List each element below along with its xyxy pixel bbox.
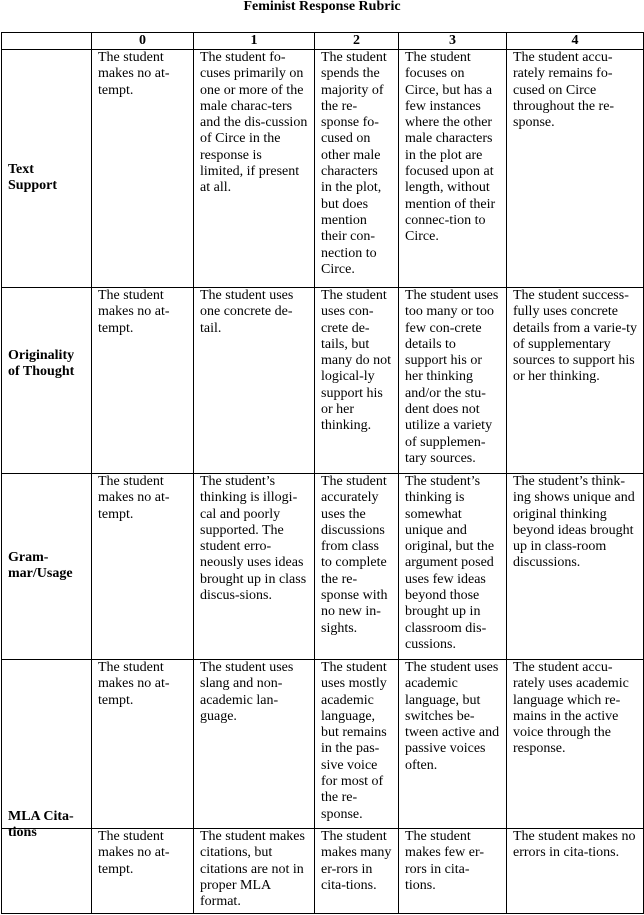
rubric-table <box>1 32 644 914</box>
score-cell: The student spends the majority of the re-sponse fo-cused on other male characters in the plot, but does mention their con-nection to Circe. <box>315 50 399 288</box>
score-cell: The student uses slang and non-academic lan-guage. <box>194 660 315 829</box>
score-cell: The student uses mostly academic language, but remains in the pas-sive voice for most of the re-sponse. <box>315 660 399 829</box>
score-cell: The student makes no at-tempt. <box>92 50 194 288</box>
score-cell: The student uses academic language, but switches be-tween active and passive voices often. <box>399 660 507 829</box>
score-cell: The student makes citations, but citations are not in proper MLA format. <box>194 829 315 914</box>
table-row <box>2 660 644 829</box>
score-cell: The student’s thinking is somewhat unique and original, but the argument posed uses few ideas beyond those brought up in classroom dis-cussions. <box>399 474 507 660</box>
header-score-4: 4 <box>507 33 644 50</box>
score-cell: The student fo-cuses primarily on one or more of the male charac-ters and the dis-cussion of Circe in the response is limited, if present at all. <box>194 50 315 288</box>
table-row <box>2 474 644 660</box>
score-cell: The student uses con-crete de-tails, but many do not logical-ly support his or her thinking. <box>315 288 399 474</box>
criterion-label: Text Support <box>8 162 58 194</box>
criterion-cell <box>2 809 92 914</box>
score-cell: The student accu-rately remains fo-cused on Circe throughout the re-sponse. <box>507 50 644 288</box>
header-criterion <box>2 33 92 50</box>
criterion-label: Gram-mar/Usage <box>8 550 73 582</box>
score-cell: The student makes no at-tempt. <box>92 829 194 914</box>
score-cell: The student’s thinking is illogi-cal and poorly supported. The student erro-neously uses ideas brought up in class discus-sions. <box>194 474 315 660</box>
header-score-0: 0 <box>92 33 194 50</box>
criterion-label: Originality of Thought <box>8 348 75 380</box>
score-cell: The student’s think-ing shows unique and original thinking beyond ideas brought up in class-room discussions. <box>507 474 644 660</box>
table-row <box>2 288 644 474</box>
score-cell: The student focuses on Circe, but has a few instances where the other male characters in the plot are focused upon at length, without mention of their connec-tion to Circe. <box>399 50 507 288</box>
score-cell: The student uses too many or too few con-crete details to support his or her thinking and/or the stu-dent does not utilize a variety of supplemen-tary sources. <box>399 288 507 474</box>
header-row <box>2 33 644 50</box>
criterion-label: MLA Cita-tions <box>8 809 74 841</box>
score-cell: The student makes no at-tempt. <box>92 288 194 474</box>
score-cell: The student makes no errors in cita-tions. <box>507 829 644 914</box>
header-score-1: 1 <box>194 33 315 50</box>
header-score-3: 3 <box>399 33 507 50</box>
criterion-cell <box>2 550 92 829</box>
score-cell: The student uses one concrete de-tail. <box>194 288 315 474</box>
score-cell: The student makes no at-tempt. <box>92 474 194 660</box>
score-cell: The student makes few er-rors in cita-tions. <box>399 829 507 914</box>
score-cell: The student success-fully uses concrete details from a varie-ty of supplementary sources to support his or her thinking. <box>507 288 644 474</box>
score-cell: The student accurately uses the discussions from class to complete the re-sponse with no new in-sights. <box>315 474 399 660</box>
score-cell: The student makes no at-tempt. <box>92 660 194 829</box>
table-row <box>2 829 644 914</box>
table-row <box>2 50 644 288</box>
document-title: Feminist Response Rubric <box>243 0 401 14</box>
score-cell: The student makes many er-rors in cita-tions. <box>315 829 399 914</box>
header-score-2: 2 <box>315 33 399 50</box>
score-cell: The student accu-rately uses academic language which re-mains in the active voice through the response. <box>507 660 644 829</box>
